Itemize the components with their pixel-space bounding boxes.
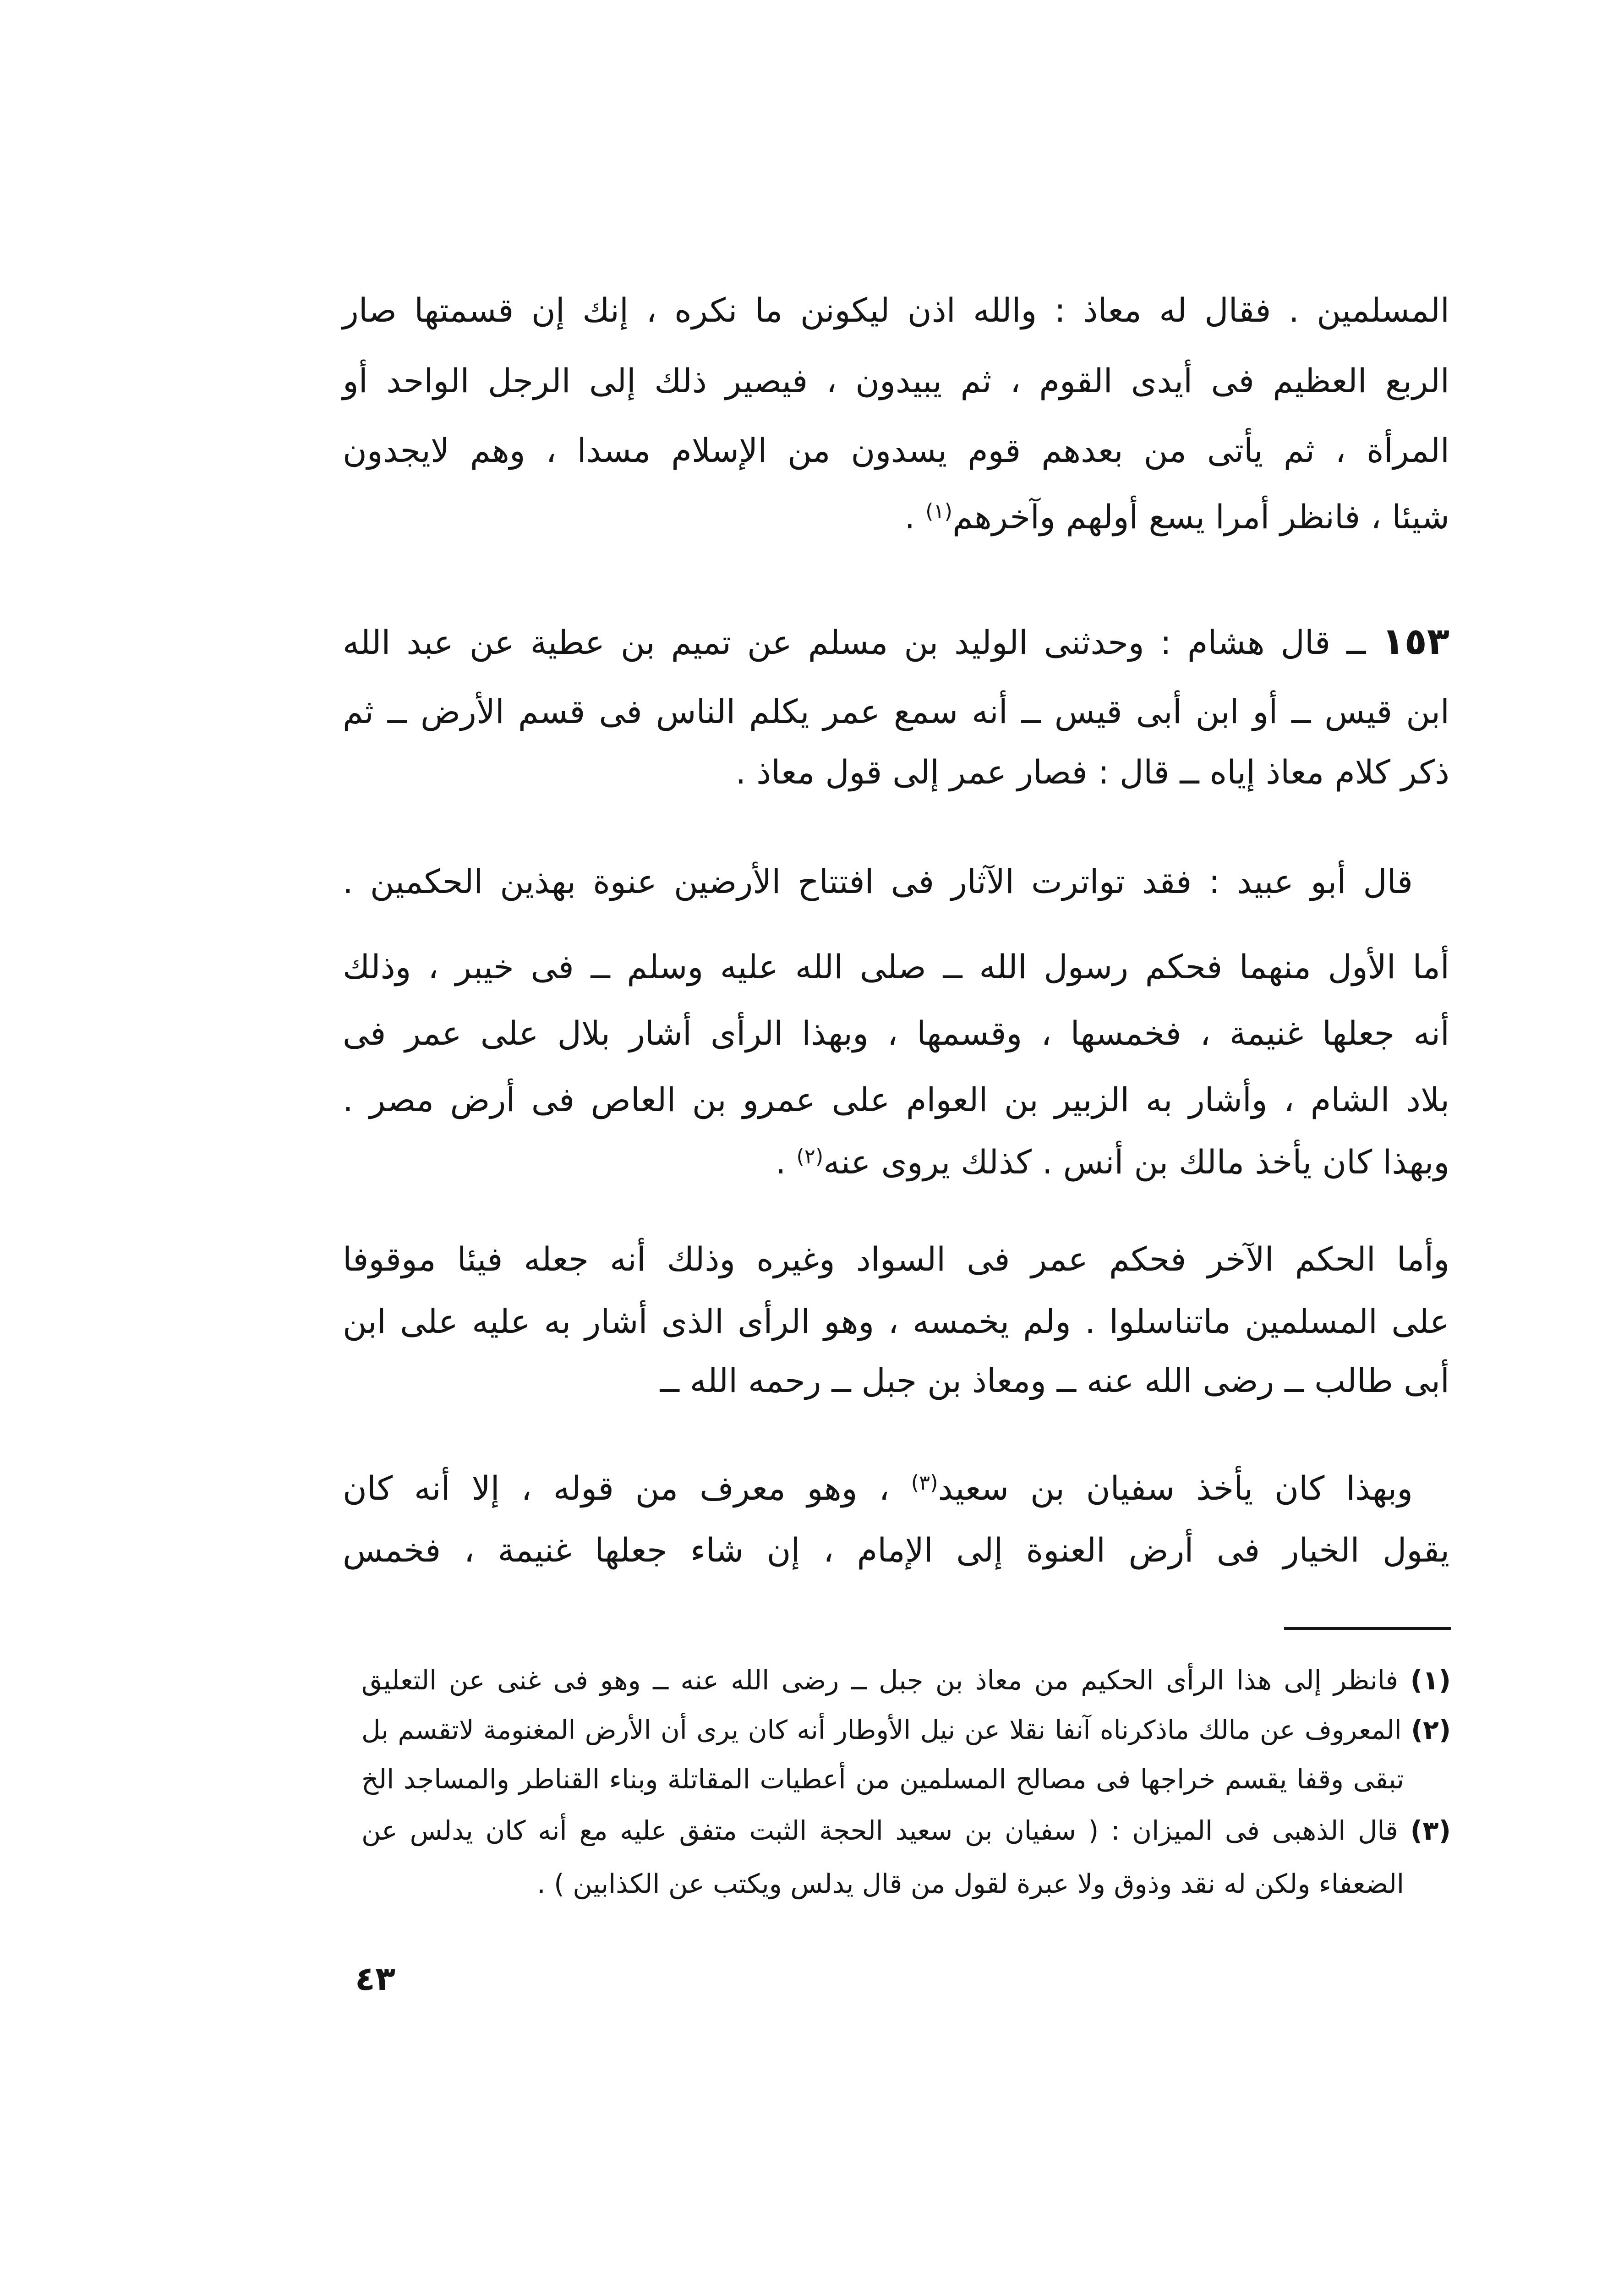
footnote-ref: (١) (925, 499, 952, 523)
body-line: الربع العظيم فى أيدى القوم ، ثم يبيدون ، فيصير ذلك إلى الرجل الواحد أو (343, 362, 1449, 400)
footnote-marker: (٢) (1411, 1715, 1451, 1745)
footnote-line (361, 1705, 1451, 1755)
body-line: بلاد الشام ، وأشار به الزبير بن العوام على عمرو بن العاص فى أرض مصر . (343, 1080, 1449, 1119)
body-line-text: شيئا ، فانظر أمرا يسع أولهم وآخرهم (952, 498, 1449, 536)
footnote-line (361, 1805, 1451, 1856)
footnote-text: فانظر إلى هذا الرأى الحكيم من معاذ بن جبل ــ رضى الله عنه ــ وهو فى غنى عن التعليق (361, 1665, 1399, 1696)
footnote-text: قال الذهبى فى الميزان : ( سفيان بن سعيد الحجة الثبت متفق عليه مع أنه كان يدلس عن (361, 1815, 1398, 1846)
body-line: يقول الخيار فى أرض العنوة إلى الإمام ، إن شاء جعلها غنيمة ، فخمس (343, 1531, 1449, 1569)
footnote-marker: (١) (1410, 1665, 1451, 1696)
footnote-separator (1284, 1627, 1451, 1630)
body-line-text: . (904, 498, 926, 536)
body-line: ذكر كلام معاذ إياه ــ قال : فصار عمر إلى قول معاذ . (735, 753, 1449, 791)
body-line-text: وبهذا كان يأخذ مالك بن أنس . كذلك يروى عنه (823, 1143, 1449, 1181)
footnote-line: الضعفاء ولكن له نقد وذوق ولا عبرة لقول من قال يدلس ويكتب عن الكذابين ) . (537, 1868, 1404, 1899)
footnote-marker: (٣) (1410, 1815, 1451, 1846)
body-line (343, 487, 1449, 547)
footnote-line (361, 1655, 1451, 1705)
paragraph-number: ١٥٣ (1382, 620, 1449, 663)
body-line: أما الأول منهما فحكم رسول الله ــ صلى الله عليه وسلم ــ فى خيبر ، وذلك (343, 948, 1449, 986)
footnote-text: المعروف عن مالك ماذكرناه آنفا نقلا عن نيل الأوطار أنه كان يرى أن الأرض المغنومة لاتقسم بل (361, 1715, 1402, 1745)
body-line (343, 613, 1449, 672)
page-number: ٤٣ (355, 1959, 395, 1998)
footnote-ref: (٣) (911, 1470, 938, 1495)
body-line: قال أبو عبيد : فقد تواترت الآثار فى افتتاح الأرضين عنوة بهذين الحكمين . (343, 862, 1413, 901)
body-line: أبى طالب ــ رضى الله عنه ــ ومعاذ بن جبل ــ رحمه الله ــ (660, 1361, 1449, 1400)
body-line: على المسلمين ماتناسلوا . ولم يخمسه ، وهو الرأى الذى أشار به عليه على ابن (343, 1302, 1449, 1341)
body-line-text: . (775, 1143, 797, 1181)
body-line-text: ، وهو معرف من قوله ، إلا أنه كان (343, 1469, 911, 1507)
body-line (343, 1458, 1413, 1518)
body-line: ابن قيس ــ أو ابن أبى قيس ــ أنه سمع عمر يكلم الناس فى قسم الأرض ــ ثم (343, 692, 1449, 731)
body-line-text: وبهذا كان يأخذ سفيان بن سعيد (938, 1469, 1413, 1507)
body-line: وأما الحكم الآخر فحكم عمر فى السواد وغيره وذلك أنه جعله فيئا موقوفا (343, 1240, 1449, 1278)
body-line (343, 1132, 1449, 1192)
body-line: المسلمين . فقال له معاذ : والله اذن ليكونن ما نكره ، إنك إن قسمتها صار (343, 291, 1449, 329)
footnote-line: تبقى وقفا يقسم خراجها فى مصالح المسلمين من أعطيات المقاتلة وبناء القناطر والمساجد الخ (361, 1764, 1404, 1795)
body-line: أنه جعلها غنيمة ، فخمسها ، وقسمها ، وبهذا الرأى أشار بلال على عمر فى (343, 1014, 1449, 1052)
body-line: المرأة ، ثم يأتى من بعدهم قوم يسدون من الإسلام مسدا ، وهم لايجدون (343, 431, 1449, 470)
footnote-ref: (٢) (796, 1144, 824, 1168)
body-line-text: ــ قال هشام : وحدثنى الوليد بن مسلم عن تميم بن عطية عن عبد الله (343, 623, 1366, 662)
